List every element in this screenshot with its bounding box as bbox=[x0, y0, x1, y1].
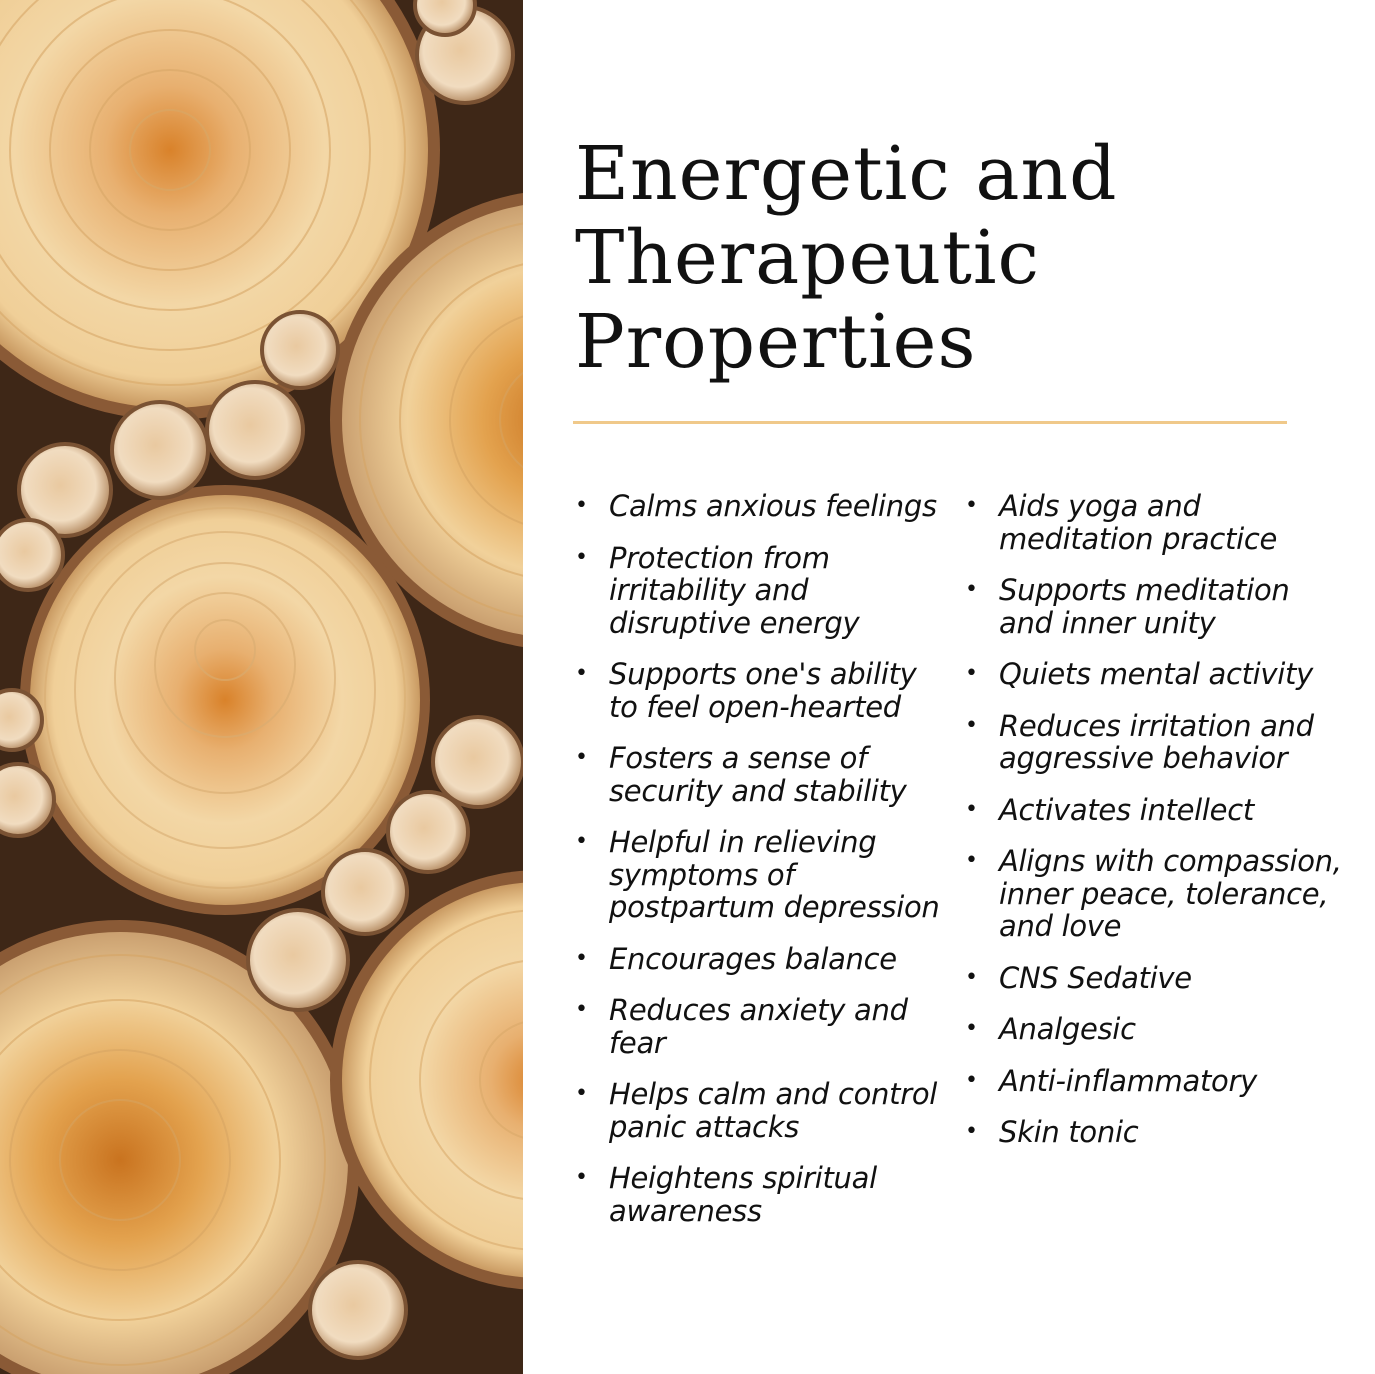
list-item bbox=[963, 490, 1343, 555]
list-item-text: Aids yoga and meditation practice bbox=[999, 489, 1278, 556]
list-item-text: Encourages balance bbox=[609, 941, 897, 976]
bullet-icon: • bbox=[965, 848, 978, 873]
list-item bbox=[963, 710, 1343, 775]
bullet-icon: • bbox=[575, 544, 588, 570]
list-item-text: Analgesic bbox=[999, 1012, 1136, 1046]
list-item bbox=[963, 1116, 1343, 1149]
list-item bbox=[573, 1162, 943, 1227]
list-item-text: Quiets mental activity bbox=[999, 657, 1313, 691]
list-item bbox=[963, 794, 1343, 827]
list-item bbox=[963, 574, 1343, 639]
list-item bbox=[573, 658, 943, 723]
list-item bbox=[573, 994, 943, 1059]
list-item bbox=[573, 943, 943, 976]
bullet-icon: • bbox=[965, 577, 978, 602]
title-divider bbox=[573, 421, 1287, 424]
content-panel bbox=[523, 0, 1375, 1374]
bullet-icon: • bbox=[965, 493, 978, 518]
list-item-text: Supports one's ability to feel open-hearted bbox=[609, 657, 917, 724]
bullet-icon: • bbox=[575, 997, 588, 1022]
bullet-icon: • bbox=[965, 1016, 978, 1041]
list-item-text: Activates intellect bbox=[999, 792, 1254, 827]
bullet-icon: • bbox=[965, 661, 978, 686]
list-item bbox=[963, 845, 1343, 943]
bullet-icon: • bbox=[575, 493, 588, 518]
list-item bbox=[573, 490, 943, 523]
bullet-icon: • bbox=[965, 1067, 978, 1093]
bullet-icon: • bbox=[575, 745, 588, 770]
bullet-icon: • bbox=[965, 964, 978, 990]
list-item-text: Anti-inflammatory bbox=[999, 1063, 1257, 1098]
list-item bbox=[573, 826, 943, 924]
list-item-text: Aligns with compassion, inner peace, tolerance, and love bbox=[999, 844, 1342, 943]
wood-logs-illustration bbox=[0, 0, 523, 1374]
list-item-text: CNS Sedative bbox=[999, 960, 1192, 995]
title-line-3: Properties bbox=[575, 299, 977, 385]
wood-logs-photo bbox=[0, 0, 523, 1374]
list-item-text: Protection from irritability and disruptive energy bbox=[609, 540, 860, 640]
title-line-1: Energetic and bbox=[575, 131, 1118, 217]
list-item-text: Supports meditation and inner unity bbox=[999, 573, 1290, 640]
properties-list-left bbox=[573, 490, 943, 1246]
bullet-icon: • bbox=[575, 1165, 588, 1190]
page-title bbox=[575, 132, 1118, 384]
bullet-icon: • bbox=[965, 712, 978, 738]
title-line-2: Therapeutic bbox=[575, 215, 1040, 301]
list-item bbox=[963, 1013, 1343, 1046]
list-item bbox=[573, 742, 943, 807]
bullet-icon: • bbox=[965, 796, 978, 822]
bullet-icon: • bbox=[575, 661, 588, 686]
list-item-text: Heightens spiritual awareness bbox=[609, 1161, 877, 1228]
list-item bbox=[963, 1065, 1343, 1098]
bullet-icon: • bbox=[575, 1081, 588, 1106]
list-item-text: Reduces irritation and aggressive behavior bbox=[999, 708, 1314, 775]
list-item-text: Reduces anxiety and fear bbox=[609, 993, 908, 1060]
bullet-icon: • bbox=[575, 945, 588, 971]
list-item bbox=[573, 1078, 943, 1143]
list-item bbox=[573, 542, 943, 640]
list-item bbox=[963, 962, 1343, 995]
list-item-text: Helpful in relieving symptoms of postpartum depression bbox=[609, 825, 940, 924]
list-item-text: Calms anxious feelings bbox=[609, 489, 937, 523]
properties-list-right bbox=[963, 490, 1343, 1168]
bullet-icon: • bbox=[965, 1119, 978, 1144]
bullet-icon: • bbox=[575, 829, 588, 854]
list-item-text: Fosters a sense of security and stability bbox=[609, 741, 907, 808]
list-item-text: Skin tonic bbox=[999, 1115, 1139, 1149]
list-item-text: Helps calm and control panic attacks bbox=[609, 1077, 938, 1144]
list-item bbox=[963, 658, 1343, 691]
